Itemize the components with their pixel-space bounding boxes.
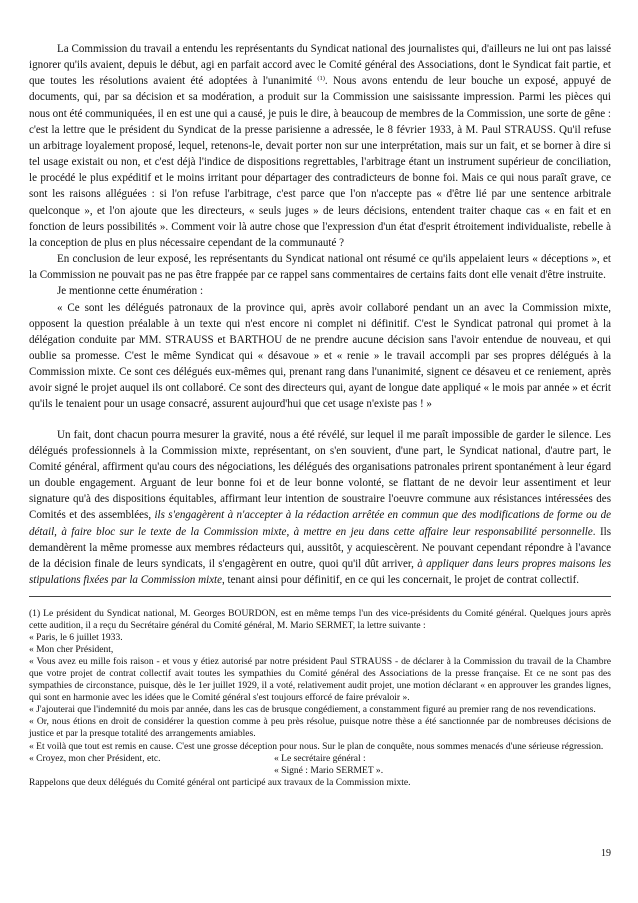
paragraph-5-italic-1: ils s'engagèrent à n'accepter à la rédaction arrêtée en commun que des modifications de forme ou de détail, à faire bloc sur le texte de la Commission mixte, à mettre en jeu dans cette affaire leur responsabilité personnelle xyxy=(29,509,611,538)
page-number: 19 xyxy=(601,848,611,859)
letter-closing-row xyxy=(29,753,611,765)
paragraph-5-end: , tenant ainsi pour définitif, en ce qui les concernait, le projet de contrat collectif. xyxy=(222,574,580,586)
letter-date: « Paris, le 6 juillet 1933. xyxy=(29,632,123,644)
paragraph-2: En conclusion de leur exposé, les représentants du Syndicat national ont résumé ce qu'ils appelaient leurs « déceptions », et la Commission ne pouvait pas ne pas être frappée par ce rappel sans commentaires de certains faits dont elle venait d'être instruite. xyxy=(29,253,611,282)
paragraph-5 xyxy=(29,427,611,589)
footnote-ref-1[interactable]: (1) xyxy=(317,75,325,83)
letter-paragraph-2: « J'ajouterai que l'indemnité du mois par année, dans les cas de brusque congédiement, a constamment figuré au premier rang de nos revendications. xyxy=(29,704,596,716)
document-page xyxy=(29,41,611,588)
letter-paragraph-3: « Or, nous étions en droit de considérer la question comme à peu près résolue, puisque notre thèse a été sanctionnée par de nombreuses décisions de justice et par la presque totalité des arrangements amiables. xyxy=(29,716,611,740)
paragraph-5-start: Un fait, dont chacun pourra mesurer la gravité, nous a été révélé, sur lequel il me paraît impossible de garder le silence. Les délégués professionnels à la Commission mixte, représentant, on s'en souvient, d'une part, le Syndicat national, d'autre part, le Comité général, affirment qu'au cours des négociations, les délégués des organisations patronales prirent spontanément à leur égard un double engagement. Arguant de leur bonne foi et de leur bonne volonté, se flattant de ne devoir leur assentiment et leur signature qu'à des dispositions équitables, affirmant leur intention de soustraire l'oeuvre commune aux résistances intéressées des Comités et des assemblées, xyxy=(29,428,611,522)
letter-signature-title: « Le secrétaire général : xyxy=(274,752,366,764)
paragraph-1-start: La Commission du travail a entendu les représentants du Syndicat national des journalistes qui, d'ailleurs ne lui ont pas laissé ignorer qu'ils avaient, depuis le début, agi en parfait accord avec le Comité général des Associations, dont le Syndicat fait partie, et que toutes les résolutions avaient été adoptées à l'unanimité xyxy=(29,43,611,88)
paragraph-4-quote: « Ce sont les délégués patronaux de la province qui, après avoir collaboré pendant un an avec la Commission mixte, opposent la question préalable à un texte qui n'est encore ni complet ni définitif. C'est le Syndicat patronal qui promet à la délégation conduite par MM. STRAUSS et BARTHOU de ne prendre aucune décision sans l'avoir entendue de nouveau, et qui oublie sa promesse. C'est le même Syndicat qui « désavoue » et « renie » le travail accompli par ses propres délégués à la Commission mixte. Ce sont ces délégués eux-mêmes qui, prenant rang dans l'unanimité, signent ce désaveu et ce reniement, après avoir signé le projet auquel ils ont collaboré. Ce sont des directeurs qui, ayant de longue date appliqué « le mois par année » et écrit qu'ils le tenaient pour un usage consacré, assurent aujourd'hui que cet usage n'existe pas ! » xyxy=(29,301,611,411)
letter-closing: « Croyez, mon cher Président, etc. xyxy=(29,752,161,764)
paragraph-1 xyxy=(29,41,611,251)
paragraph-5-middle: . Ils demandèrent la même promesse aux membres rédacteurs qui, aussitôt, y acquiescèrent. Ne pouvant cependant répondre à l'avance de la décision finale de leurs syndicats, il s'engagèrent en outre, quoi qu'il dût arriver, xyxy=(29,525,611,570)
letter-paragraph-1: « Vous avez eu mille fois raison - et vous y étiez autorisé par notre président Paul STRAUSS - de déclarer à la Commission du travail de la Chambre que votre projet de contrat collectif avait toutes les sympathies du Comité général des Associations de la presse française. Et ce ne sont pas des sympathies de circonstance, puisque, dès le 1er juillet 1929, il a voté, relativement audit projet, une motion déclarant « en approuver les grandes lignes, qui sont en harmonie avec les idées que le Comité général s'est toujours efforcé de faire prévaloir ». xyxy=(29,656,611,704)
footnote-separator xyxy=(29,596,611,597)
letter-signature: « Signé : Mario SERMET ». xyxy=(274,764,384,776)
paragraph-3: Je mentionne cette énumération : xyxy=(57,285,204,298)
letter-salutation: « Mon cher Président, xyxy=(29,644,114,656)
paragraph-5-italic-2: à appliquer dans leurs propres maisons les stipulations fixées par la Commission mixte xyxy=(29,557,611,586)
footnote-closing-note: Rappelons que deux délégués du Comité général ont participé aux travaux de la Commission mixte. xyxy=(29,776,411,788)
footnotes xyxy=(29,608,611,789)
letter-paragraph-4: « Et voilà que tout est remis en cause. C'est une grosse déception pour nous. Sur le plan de conquête, nous sommes menacés d'une sérieuse régression. xyxy=(29,740,604,752)
main-body xyxy=(29,41,611,588)
paragraph-1-end: . Nous avons entendu de leur bouche un exposé, appuyé de documents, qui, par sa décision et sa modération, a produit sur la Commission une saisissante impression. Parmi les pièces qui nous ont été communiquées, il en est une qui a causé, je puis le dire, à beaucoup de membres de la Commission, une sorte de gêne : c'est la lettre que le président du Syndicat de la presse parisienne a adressée, le 8 février 1933, à M. Paul STRAUSS. Qu'il refuse un arbitrage loyalement proposé, lequel, retenons-le, devait porter non sur une interprétation, mais sur un fait, et se borner à dire si tel usage existait ou non, et c'est déjà l'indice de dispositions regrettables, l'arbitrage étant un instrument supérieur de conciliation, le procédé le plus expéditif et le moins irritant pour départager des contradicteurs de bonne foi. Mais ce qui nous paraît grave, ce sont les raisons alléguées : si l'on refuse l'arbitrage, c'est parce que l'on n'accepte pas « d'être lié par une sentence arbitrale quelconque », et l'on ajoute que les directeurs, « seuls juges » de leurs décisions, entendent traiter chaque cas « en fait et en fonction de leurs possibilités ». Comment voir là autre chose que l'expression d'un état d'esprit étroitement individualiste, rebelle à la conception de plus en plus nécessaire cependant de la communauté ? xyxy=(29,75,611,249)
footnote-1-intro: (1) Le président du Syndicat national, M. Georges BOURDON, est en même temps l'un des vice-présidents du Comité général. Quelques jours après cette audition, il a reçu du Secrétaire général du Comité général, M. Mario SERMET, la lettre suivante : xyxy=(29,608,611,632)
